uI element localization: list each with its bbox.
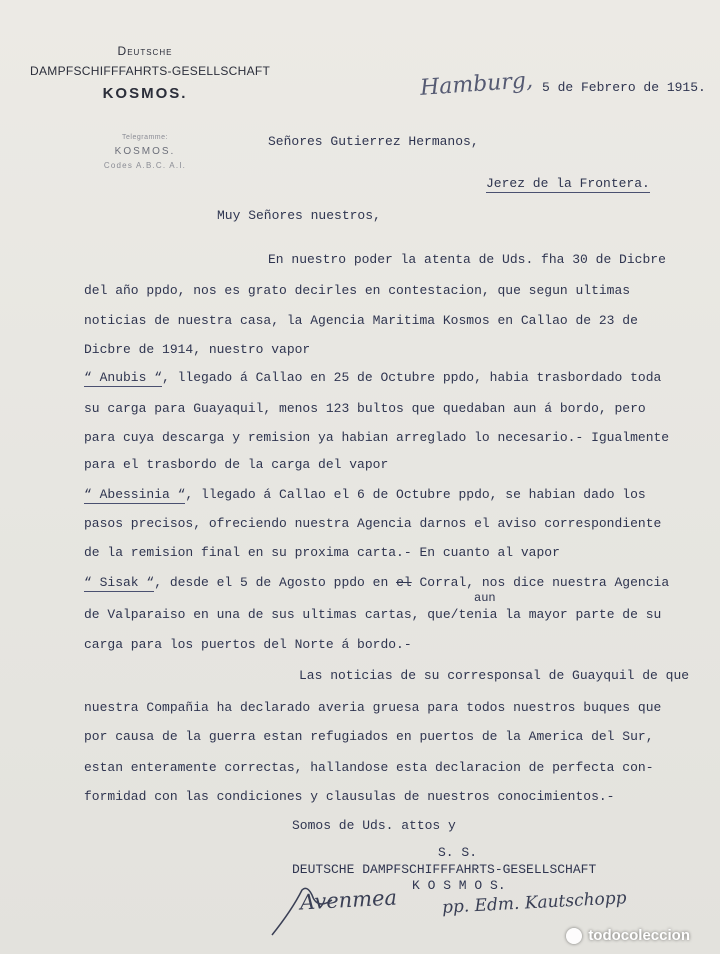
letterhead-line1: Deutsche <box>117 44 173 58</box>
recipient-city: Jerez de la Frontera. <box>486 176 650 191</box>
telegram-label: Telegramme: <box>122 134 168 141</box>
body-text: , desde el 5 de Agosto ppdo en <box>154 575 397 590</box>
body-line: para el trasbordo de la carga del vapor <box>84 457 389 472</box>
telegram-codes: Codes A.B.C. A.I. <box>103 161 187 170</box>
ship-name-abessinia: “ Abessinia “ <box>84 487 186 502</box>
body-line: En nuestro poder la atenta de Uds. fha 30 de Dicbre <box>268 252 666 267</box>
body-line: estan enteramente correctas, hallandose esta declaracion de perfecta con- <box>84 760 654 775</box>
ship-name-sisak: “ Sisak “ <box>84 575 155 590</box>
letter-date: 5 de Febrero de 1915. <box>542 80 706 95</box>
ship-name-anubis: “ Anubis “ <box>84 370 163 385</box>
watermark <box>566 927 690 944</box>
body-line: del año ppdo, nos es grato decirles en contestacion, que segun ultimas <box>84 283 631 298</box>
watermark-icon <box>566 928 582 944</box>
body-line: Las noticias de su corresponsal de Guayquil de que <box>299 668 690 683</box>
body-line: por causa de la guerra estan refugiados en puertos de la America del Sur, <box>84 729 654 744</box>
body-line: carga para los puertos del Norte á bordo.- <box>84 637 412 652</box>
closing-ss: S. S. <box>438 845 478 860</box>
signature-flourish <box>262 880 342 940</box>
body-line <box>84 487 646 502</box>
body-line <box>84 370 661 385</box>
body-text: de Valparaiso en una de sus ultimas cartas, que <box>84 607 451 622</box>
body-line: noticias de nuestra casa, la Agencia Maritima Kosmos en Callao de 23 de <box>84 313 638 328</box>
recipient-name: Señores Gutierrez Hermanos, <box>268 134 479 149</box>
closing-line: Somos de Uds. attos y <box>292 818 456 833</box>
body-line: de la remision final en su proxima carta.- En cuanto al vapor <box>84 545 560 560</box>
body-line <box>84 575 669 590</box>
corrected-word: /tenia <box>450 607 498 622</box>
telegram-address: KOSMOS. <box>114 146 176 157</box>
body-text: la mayor parte de su <box>497 607 662 622</box>
body-text: Corral, nos dice nuestra Agencia <box>411 575 670 590</box>
body-line: Dicbre de 1914, nuestro vapor <box>84 342 311 357</box>
body-line: para cuya descarga y remision ya habian arreglado lo necesario.- Igualmente <box>84 430 670 445</box>
body-line <box>84 607 661 622</box>
watermark-text: todocoleccion <box>588 927 690 944</box>
letterhead-kosmos: KOSMOS. <box>102 85 188 102</box>
signature-1: Avenmea <box>299 885 398 915</box>
inserted-word: aun <box>474 591 496 605</box>
struck-word: el <box>396 575 412 590</box>
body-text: , llegado á Callao en 25 de Octubre ppdo, habia trasbordado toda <box>162 370 662 385</box>
body-line: su carga para Guayaquil, menos 123 bultos que quedaban aun á bordo, pero <box>84 401 646 416</box>
body-line: nuestra Compañia ha declarado averia gruesa para todos nuestros buques que <box>84 700 662 715</box>
body-text: , llegado á Callao el 6 de Octubre ppdo, se habian dado los <box>185 487 646 502</box>
closing-kosmos: K O S M O S. <box>412 878 506 893</box>
salutation: Muy Señores nuestros, <box>217 208 381 223</box>
signature-2: pp. Edm. Kautschopp <box>441 888 628 918</box>
body-line: formidad con las condiciones y clausulas de nuestros conocimientos.- <box>84 789 615 804</box>
letterhead-company: DAMPFSCHIFFFAHRTS-GESELLSCHAFT <box>30 64 271 78</box>
closing-company: DEUTSCHE DAMPFSCHIFFFAHRTS-GESELLSCHAFT <box>292 862 597 877</box>
body-line: pasos precisos, ofreciendo nuestra Agencia darnos el aviso correspondiente <box>84 516 662 531</box>
place-handwritten: Hamburg, <box>419 68 534 101</box>
